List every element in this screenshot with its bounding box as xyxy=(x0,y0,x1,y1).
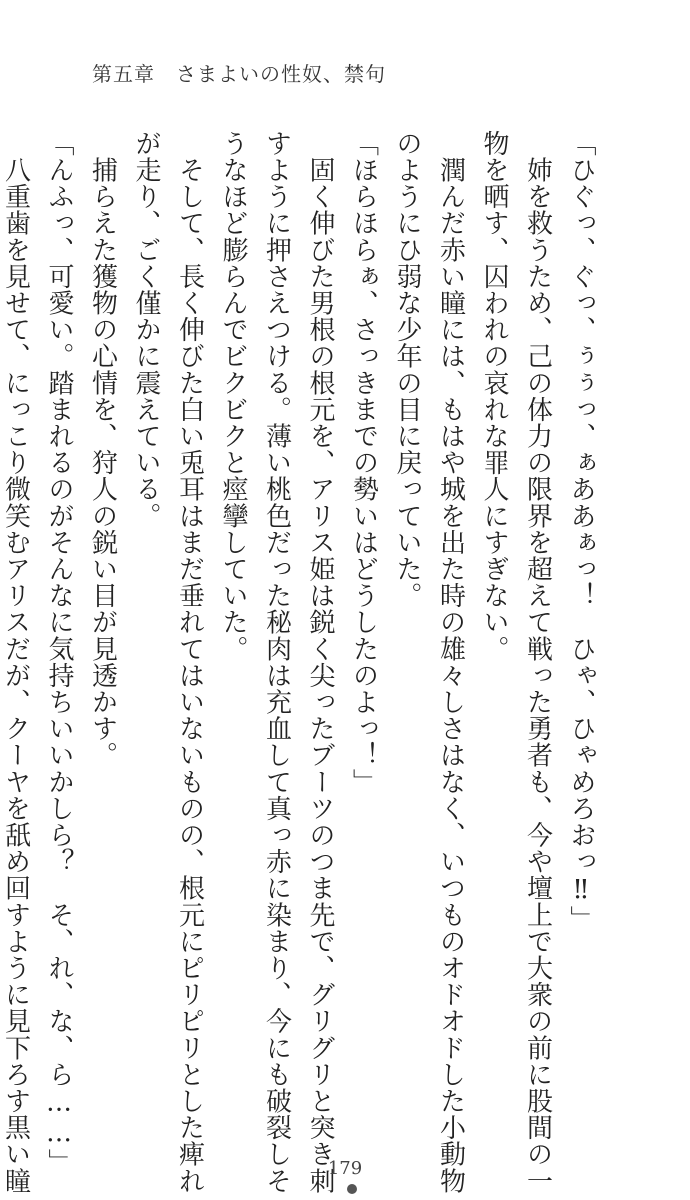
text-column: 物を晒す、囚われの哀れな罪人にすぎない。 xyxy=(479,130,509,662)
text-column: が走り、ごく僅かに震えている。 xyxy=(131,130,161,529)
text-column: そして、長く伸びた白い兎耳はまだ垂れてはいないものの、根元にピリピリとした痺れ xyxy=(174,130,205,1194)
page-ornament-icon xyxy=(347,1184,357,1194)
text-column: 固く伸びた男根の根元を、アリス姫は鋭く尖ったブーツのつま先で、グリグリと突き刺 xyxy=(305,130,335,1194)
text-column: 「ひぐっ、ぐっ、ぅぅっ、ぁああぁっ！ ひゃ、ひゃめろおっ‼」 xyxy=(566,130,596,932)
text-column: 潤んだ赤い瞳には、もはや城を出た時の雄々しさはなく、いつものオドオドした小動物 xyxy=(435,130,466,1194)
text-column: うなほど膨らんでビクビクと痙攣していた。 xyxy=(218,130,248,662)
text-column: 「んふっ、可愛い。踏まれるのがそんなに気持ちいいかしら？ そ、れ、な、ら……」 xyxy=(44,130,74,1176)
running-header: 第五章 さまよいの性奴、禁句 xyxy=(92,62,386,86)
text-column: のようにひ弱な少年の目に戻っていた。 xyxy=(392,130,422,609)
text-column: 捕らえた獲物の心情を、狩人の鋭い目が見透かす。 xyxy=(87,130,118,769)
text-column: 姉を救うため、己の体力の限界を超えて戦った勇者も、今や壇上で大衆の前に股間の一 xyxy=(522,130,553,1194)
page-number: 179 xyxy=(327,1158,363,1179)
text-column: 「ほらほらぁ、さっきまでの勢いはどうしたのよっ！」 xyxy=(348,130,379,795)
text-column: 八重歯を見せて、にっこり微笑むアリスだが、クーヤを舐め回すように見下ろす黒い瞳 xyxy=(0,130,31,1194)
text-column: すように押さえつける。薄い桃色だった秘肉は充血して真っ赤に染まり、今にも破裂しそ xyxy=(261,130,292,1194)
